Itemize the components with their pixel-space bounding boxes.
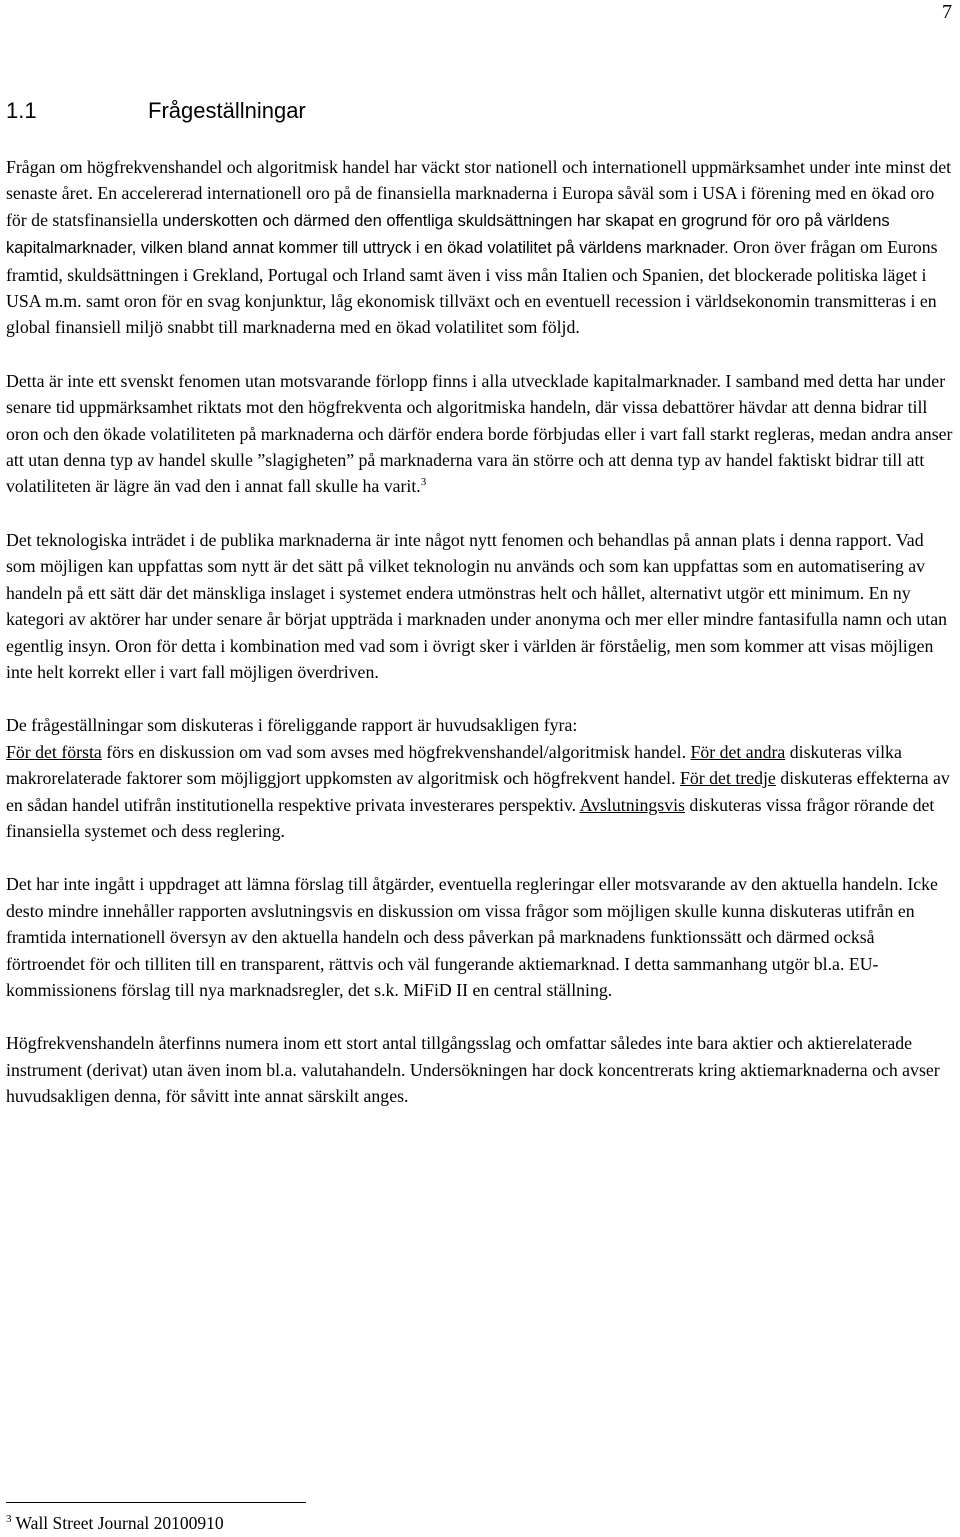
- footnote-divider: [6, 1502, 306, 1503]
- footnote-number: 3: [6, 1513, 12, 1526]
- third-question-label: För det tredje: [680, 768, 776, 789]
- second-question-text: diskuteras vilka makrorelaterade faktorer som möjliggjort uppkomsten av algoritmisk och högfrekvent handel.: [6, 741, 902, 789]
- paragraph-intro-part2: underskotten och därmed den offentliga skuldsättningen har skapat en grogrund för oro på världens kapitalmarknader, vilken bland annat kommer till uttryck i en ökad volatilitet på världens marknader.: [6, 211, 890, 258]
- paragraph-intro-part3: Oron över frågan om Eurons framtid, skuldsättningen i Grekland, Portugal och Irland samt även i viss mån Italien och Spanien, det blockerade politiska läget i USA m.m. samt oron för en svag konjunktur, låg ekonomisk tillväxt och en eventuell recession i världsekonomin transmitteras i en global finansiell miljö snabbt till marknaderna med en ökad volatilitet som följd.: [6, 237, 938, 338]
- paragraph-intro: [6, 154, 956, 341]
- paragraph-mandate: Det har inte ingått i uppdraget att lämna förslag till åtgärder, eventuella regleringar eller motsvarande av den aktuella handeln. Icke desto mindre innehåller rapporten avslutningsvis en diskussion om vissa frågor som möjligen skulle kunna diskuteras utifrån en framtida internationell översyn av den aktuella handeln och dess påverkan på marknadens funktionssätt och därmed också förtroendet för och tilliten till en transparent, rättvis och väl fungerande aktiemarknad. I detta sammanhang utgör bl.a. EU-kommissionens förslag till nya marknadsregler, det s.k. MiFiD II en central ställning.: [6, 874, 938, 1000]
- section-heading: [6, 96, 306, 126]
- section-number: 1.1: [6, 98, 37, 123]
- paragraph-scope: Högfrekvenshandeln återfinns numera inom ett stort antal tillgångsslag och omfattar således inte bara aktier och aktierelaterade instrument (derivat) utan även inom bl.a. valutahandeln. Undersökningen har dock koncentrerats kring aktiemarknaderna och avser huvudsakligen denna, för såvitt inte annat särskilt anges.: [6, 1033, 940, 1107]
- footnote: [6, 1511, 224, 1535]
- final-question-label: Avslutningsvis: [579, 794, 685, 815]
- third-question-text: diskuteras effekterna av en sådan handel utifrån institutionella respektive privata investerares perspektiv.: [6, 768, 950, 815]
- page-number: 7: [942, 1, 952, 23]
- first-question-label: För det första: [6, 741, 102, 762]
- paragraph-debate: [6, 368, 956, 500]
- section-title: Frågeställningar: [148, 98, 306, 123]
- final-question-text: diskuteras vissa frågor rörande det finansiella systemet och dess reglering.: [6, 794, 935, 841]
- first-question-text: förs en diskussion om vad som avses med högfrekvenshandel/algoritmisk handel.: [101, 741, 691, 762]
- footnote-reference: 3: [420, 476, 427, 489]
- footnote-text: Wall Street Journal 20100910: [11, 1513, 224, 1533]
- paragraph-questions-intro: De frågeställningar som diskuteras i föreliggande rapport är huvudsakligen fyra:: [6, 715, 578, 736]
- second-question-label: För det andra: [690, 741, 786, 762]
- paragraph-debate-text: Detta är inte ett svenskt fenomen utan motsvarande förlopp finns i alla utvecklade kapitalmarknader. I samband med detta har under senare tid uppmärksamhet riktats mot den högfrekventa och algoritmiska handeln, där vissa debattörer hävdar att denna bidrar till oron och den ökade volatiliteten på marknaderna och därför endera borde förbjudas eller i vart fall starkt regleras, medan andra anser att utan denna typ av handel skulle ”slagigheten” på marknaderna vara än större och att denna typ av handel faktiskt bidrar till att volatiliteten är lägre än vad den i annat fall skulle ha varit.: [6, 370, 953, 497]
- paragraph-intro-part1: Frågan om högfrekvenshandel och algoritmisk handel har väckt stor nationell och internationell uppmärksamhet under inte minst det senaste året. En accelererad internationell oro på de finansiella marknaderna i Europa såväl som i USA i förening med en ökad oro för de statsfinansiella: [6, 157, 952, 230]
- document-body: [6, 154, 956, 1137]
- paragraph-questions: [6, 739, 956, 845]
- paragraph-technology: Det teknologiska inträdet i de publika marknaderna är inte något nytt fenomen och behandlas på annan plats i denna rapport. Vad som möjligen kan uppfattas som nytt är det sätt på vilket teknologin nu används och som kan uppfattas som en automatisering av handeln på ett sätt där det mänskliga inslaget i systemet endera utmönstras helt och hållet, alternativt utgör ett minimum. En ny kategori av aktörer har under senare år börjat uppträda i marknaden under anonyma och mer eller mindre fantasifulla namn och utan egentlig insyn. Oron för detta i kombination med vad som i övrigt sker i världen är förståelig, men som kommer att visas möjligen inte helt korrekt eller i vart fall möjligen överdriven.: [6, 529, 948, 682]
